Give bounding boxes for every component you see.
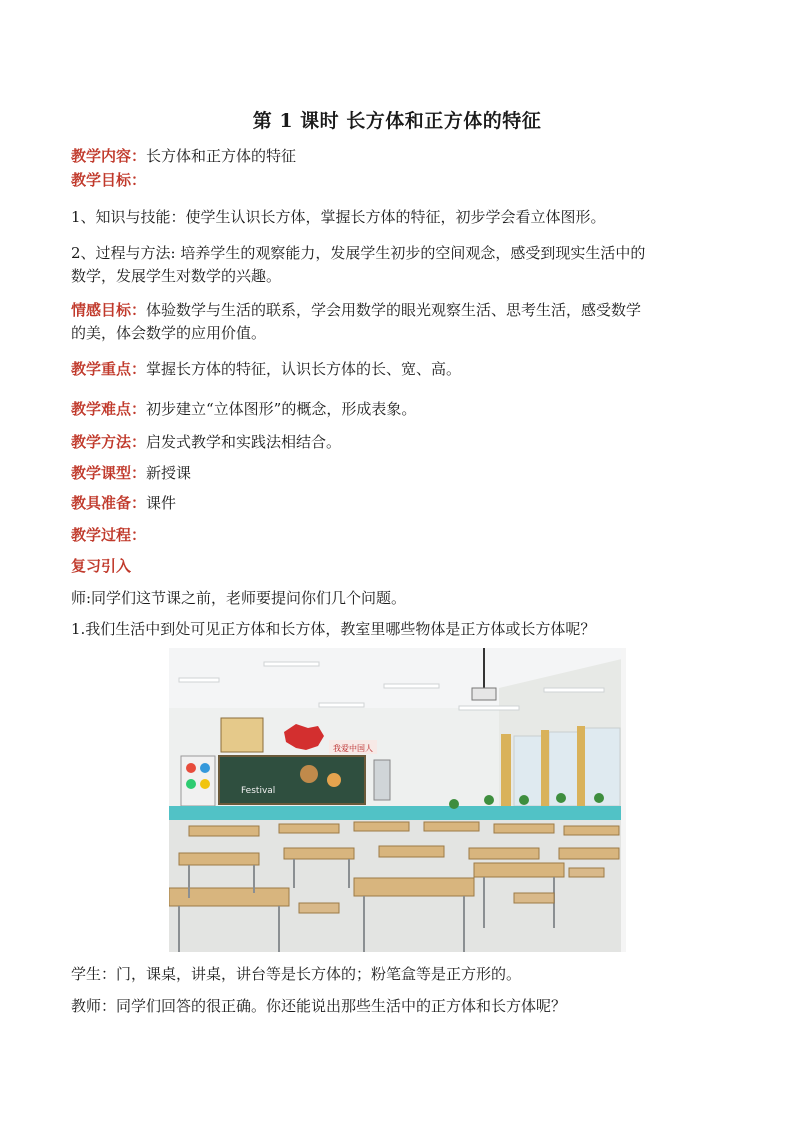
content-label: 教学内容： bbox=[71, 147, 147, 165]
tools-row bbox=[71, 492, 731, 515]
method-label: 教学方法： bbox=[71, 433, 147, 451]
emotion-label: 情感目标： bbox=[71, 301, 147, 319]
goals-row bbox=[71, 169, 731, 192]
teacher-line-2: 教师：同学们回答的很正确。你还能说出那些生活中的正方体和长方体呢？ bbox=[71, 997, 567, 1015]
content-text: 长方体和正方体的特征 bbox=[146, 147, 297, 165]
difficulty-row bbox=[71, 398, 731, 421]
key-text: 掌握长方体的特征，认识长方体的长、宽、高。 bbox=[146, 360, 462, 378]
lesson-type-label: 教学课型： bbox=[71, 464, 147, 482]
key-row bbox=[71, 358, 731, 381]
review-heading: 复习引入 bbox=[71, 557, 132, 575]
content-row bbox=[71, 145, 731, 168]
tools-label: 教具准备： bbox=[71, 494, 147, 512]
goal-1: 1、知识与技能：使学生认识长方体，掌握长方体的特征，初步学会看立体图形。 bbox=[71, 208, 606, 226]
goal-2-line-1: 2、过程与方法: 培养学生的观察能力，发展学生初步的空间观念，感受到现实生活中的 bbox=[71, 244, 646, 262]
difficulty-text: 初步建立“立体图形”的概念，形成表象。 bbox=[146, 400, 417, 418]
goal-2-line-2: 数学，发展学生对数学的兴趣。 bbox=[71, 267, 282, 285]
process-label: 教学过程： bbox=[71, 526, 147, 544]
emotion-row bbox=[71, 299, 731, 322]
board-text: Festival bbox=[241, 786, 276, 796]
classroom-photo bbox=[169, 648, 626, 952]
goals-label: 教学目标： bbox=[71, 171, 147, 189]
process-row bbox=[71, 524, 731, 547]
classroom-illustration bbox=[169, 648, 626, 952]
teacher-line: 师:同学们这节课之前，老师要提问你们几个问题。 bbox=[71, 589, 407, 607]
lesson-type-text: 新授课 bbox=[146, 464, 192, 482]
key-label: 教学重点： bbox=[71, 360, 147, 378]
tools-text: 课件 bbox=[146, 494, 177, 512]
emotion-text-2: 的美，体会数学的应用价值。 bbox=[71, 324, 267, 342]
question-1: 1.我们生活中到处可见正方体和长方体，教室里哪些物体是正方体或长方体呢？ bbox=[71, 620, 596, 638]
lesson-type-row bbox=[71, 462, 731, 485]
lesson-title: 第 1 课时 长方体和正方体的特征 bbox=[252, 110, 542, 132]
banner-text: 我爱中国人 bbox=[333, 744, 373, 753]
method-text: 启发式教学和实践法相结合。 bbox=[146, 433, 342, 451]
student-line: 学生：门，课桌，讲桌，讲台等是长方体的；粉笔盒等是正方形的。 bbox=[71, 965, 522, 983]
method-row bbox=[71, 431, 731, 454]
difficulty-label: 教学难点： bbox=[71, 400, 147, 418]
emotion-text-1: 体验数学与生活的联系，学会用数学的眼光观察生活、思考生活，感受数学 bbox=[146, 301, 642, 319]
